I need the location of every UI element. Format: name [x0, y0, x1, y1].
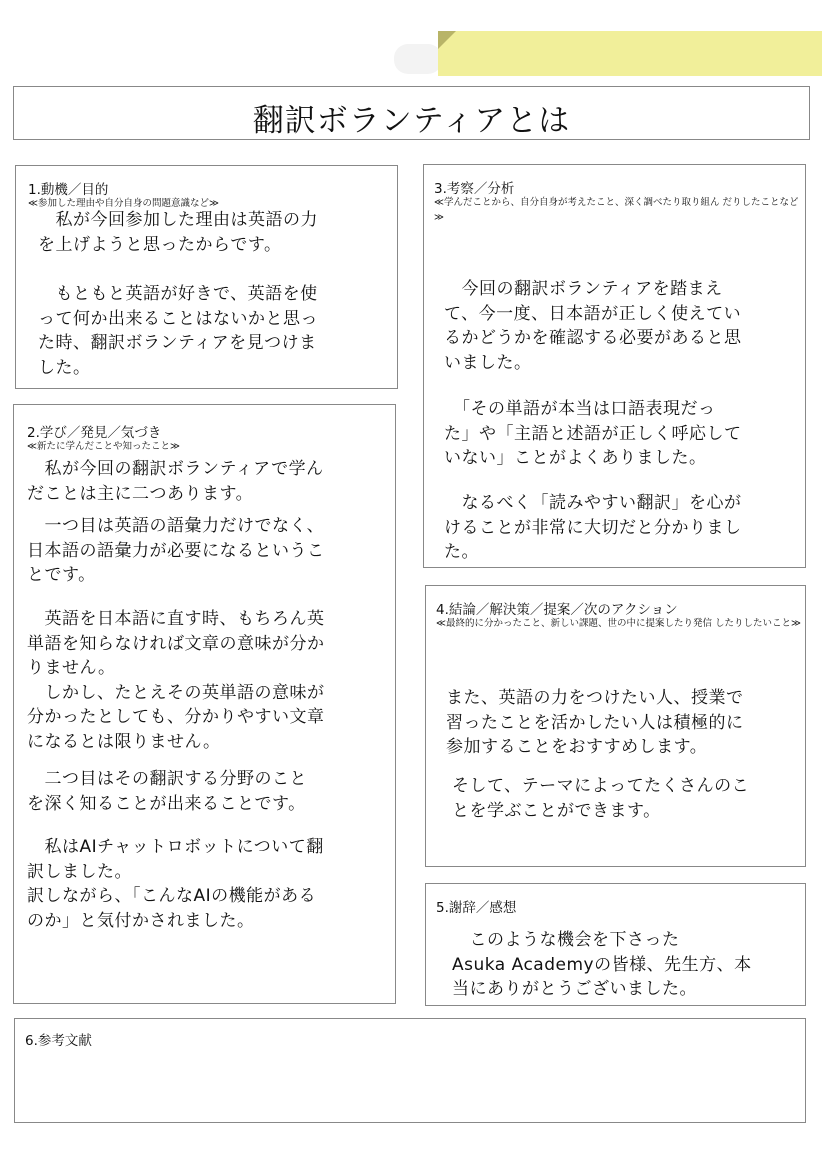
section-note: ≪最終的に分かったこと、新しい課題、世の中に提案したり発信 したりしたいこと≫ [436, 618, 801, 629]
section-heading: 3.考察／分析 [434, 181, 515, 197]
section-heading: 2.学び／発見／気づき [27, 425, 162, 441]
title-box [13, 86, 810, 140]
section-note: ≪学んだことから、自分自身が考えたこと、深く調べたり取り組ん だりしたことなど≫ [434, 197, 799, 223]
paragraph: このような機会を下さった Asuka Academyの皆様、先生方、本 当にありがとうございました。 [452, 930, 752, 999]
section-note: ≪参加した理由や自分自身の問題意識など≫ [28, 198, 219, 209]
paragraph: もともと英語が好きで、英語を使 って何か出来ることはないかと思っ た時、翻訳ボランティアを見つけま した。 [38, 284, 318, 378]
page-title: 翻訳ボランティアとは [252, 103, 571, 139]
section-learnings [13, 404, 396, 1004]
section-heading: 1.動機／目的 [28, 182, 109, 198]
section-references [14, 1018, 806, 1123]
paragraph: なるべく「読みやすい翻訳」を心が けることが非常に大切だと分かりまし た。 [444, 493, 742, 562]
smudge-mark [394, 44, 442, 74]
paragraph: 今回の翻訳ボランティアを踏まえ て、今一度、日本語が正しく使えてい るかどうかを確認する必要があると思 いました。 [444, 279, 742, 373]
paragraph: また、英語の力をつけたい人、授業で 習ったことを活かしたい人は積極的に 参加することをおすすめします。 [446, 688, 744, 757]
yellow-tape [438, 31, 822, 76]
paragraph: 私が今回の翻訳ボランティアで学ん だことは主に二つあります。 [27, 459, 324, 504]
paragraph: そして、テーマによってたくさんのこ とを学ぶことができます。 [452, 776, 750, 821]
paragraph: 私はAIチャットロボットについて翻 訳しました。 訳しながら、「こんなAIの機能がある のか」と気付かされました。 [27, 837, 324, 931]
section-acknowledgements [425, 883, 806, 1006]
section-analysis [423, 164, 806, 568]
section-note: ≪新たに学んだことや知ったこと≫ [27, 441, 180, 452]
paragraph: 英語を日本語に直す時、もちろん英 単語を知らなければ文章の意味が分か りません。 しかし、たとえその英単語の意味が 分かったとしても、分かりやすい文章 になるとは限りません。 [27, 609, 325, 752]
paragraph: 「その単語が本当は口語表現だっ た」や「主語と述語が正しく呼応して いない」ことがよくありました。 [444, 399, 742, 468]
section-heading: 5.謝辞／感想 [436, 900, 517, 916]
paragraph: 二つ目はその翻訳する分野のこと を深く知ることが出来ることです。 [27, 769, 307, 814]
section-conclusion [425, 585, 806, 867]
paragraph: 一つ目は英語の語彙力だけでなく、 日本語の語彙力が必要になるというこ とです。 [27, 516, 325, 585]
section-heading: 6.参考文献 [25, 1033, 92, 1049]
paragraph: 私が今回参加した理由は英語の力 を上げようと思ったからです。 [38, 210, 318, 255]
tape-fold-corner [438, 31, 456, 49]
section-motivation [15, 165, 398, 389]
section-heading: 4.結論／解決策／提案／次のアクション [436, 602, 678, 618]
